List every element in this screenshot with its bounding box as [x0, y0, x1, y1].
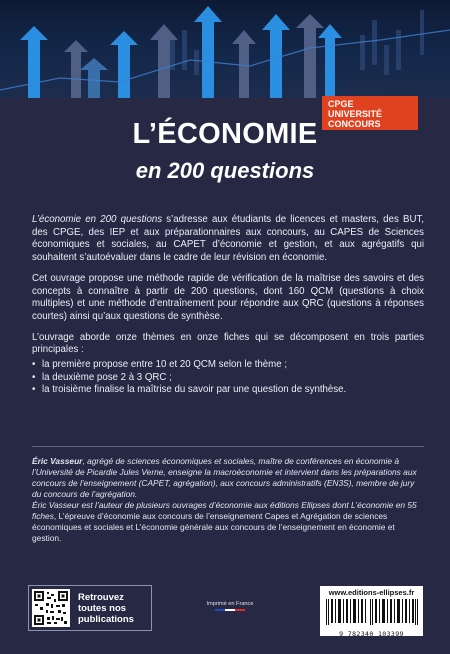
printed-in-france — [190, 601, 270, 611]
list-item: • la deuxième pose 2 à 3 QRC ; — [32, 372, 424, 385]
author-bio2-rest: , L’épreuve d’économie aux concours de l’enseignement Capes et Agrégation de sciences économiques et sociales et L’économie générale aux concours de l’enseignement en économie et gestion. — [32, 511, 395, 543]
author-bio2-text: Éric Vasseur est l’auteur de plusieurs ouvrages d’économie aux éditions Ellipses dont — [32, 500, 352, 510]
intro-book-title: L’économie en 200 questions — [32, 214, 163, 225]
printed-in-france-text: Imprimé en France — [206, 601, 254, 607]
author-bio — [32, 456, 424, 544]
author-paragraph-1 — [32, 456, 424, 500]
badge-line-concours: CONCOURS — [328, 119, 381, 129]
isbn-number: 9 782340 103399 — [339, 630, 404, 638]
finance-arrows-illustration — [0, 0, 450, 98]
cover-banner-image — [0, 0, 450, 98]
author-book-title: L’économie en 55 fiches — [32, 500, 417, 521]
author-bio-text: , agrégé de sciences économiques et sociales, maître de conférences en économie à l’Université de Picardie Jules Verne, enseigne la macroéconomie et intervient dans les préparations aux concours de l’enseignement (CAPET, agrégation), aux concours administratifs (EN3S), membre de jury du concours de l’agrégation. — [32, 456, 417, 499]
publications-text[interactable] — [78, 592, 134, 625]
publications-line: toutes nos — [78, 602, 127, 614]
publications-line: Retrouvez — [78, 591, 124, 603]
french-flag-icon — [215, 609, 245, 611]
badge-line-cpge: CPGE — [328, 99, 354, 109]
barcode-icon — [326, 599, 418, 625]
author-paragraph-2 — [32, 500, 424, 544]
website-url[interactable]: www.editions-ellipses.fr — [328, 588, 415, 597]
book-title: L’ÉCONOMIE — [132, 118, 318, 150]
publications-qr-block[interactable] — [28, 585, 152, 631]
badge-line-universite: UNIVERSITÉ — [328, 109, 383, 119]
author-name: Éric Vasseur — [32, 456, 83, 466]
parts-list — [32, 359, 424, 397]
intro-text: s’adresse aux étudiants de licences et masters, des BUT, des CPGE, des IEP et aux préparationnaires aux concours, au CAPES de Sciences économiques et sociales, au CAPET d’économie et gestion, et aux agrégatifs qui souhaitent s’autoévaluer dans le cadre de leur révision en économie. — [32, 214, 424, 264]
themes-paragraph: L’ouvrage aborde onze thèmes en onze fiches qui se décomposent en trois parties principales : — [32, 331, 424, 356]
publications-line: publications — [78, 613, 134, 625]
isbn-barcode-block — [320, 586, 423, 636]
back-cover-text — [32, 214, 424, 405]
method-paragraph: Cet ouvrage propose une méthode rapide de vérification de la maîtrise des savoirs et des concepts à connaître à partir de 200 questions, dont 160 QCM (questions à choix multiples) et une méthode d’entraînement pour répondre aux QRC (questions à réponses courtes) ainsi qu’aux questions de synthèse. — [32, 272, 424, 322]
qr-code-icon[interactable] — [32, 589, 70, 627]
divider — [32, 446, 424, 447]
book-subtitle: en 200 questions — [135, 158, 315, 183]
intro-paragraph — [32, 214, 424, 265]
list-item: • la première propose entre 10 et 20 QCM selon le thème ; — [32, 359, 424, 372]
list-item: • la troisième finalise la maîtrise du savoir par une question de synthèse. — [32, 384, 424, 397]
